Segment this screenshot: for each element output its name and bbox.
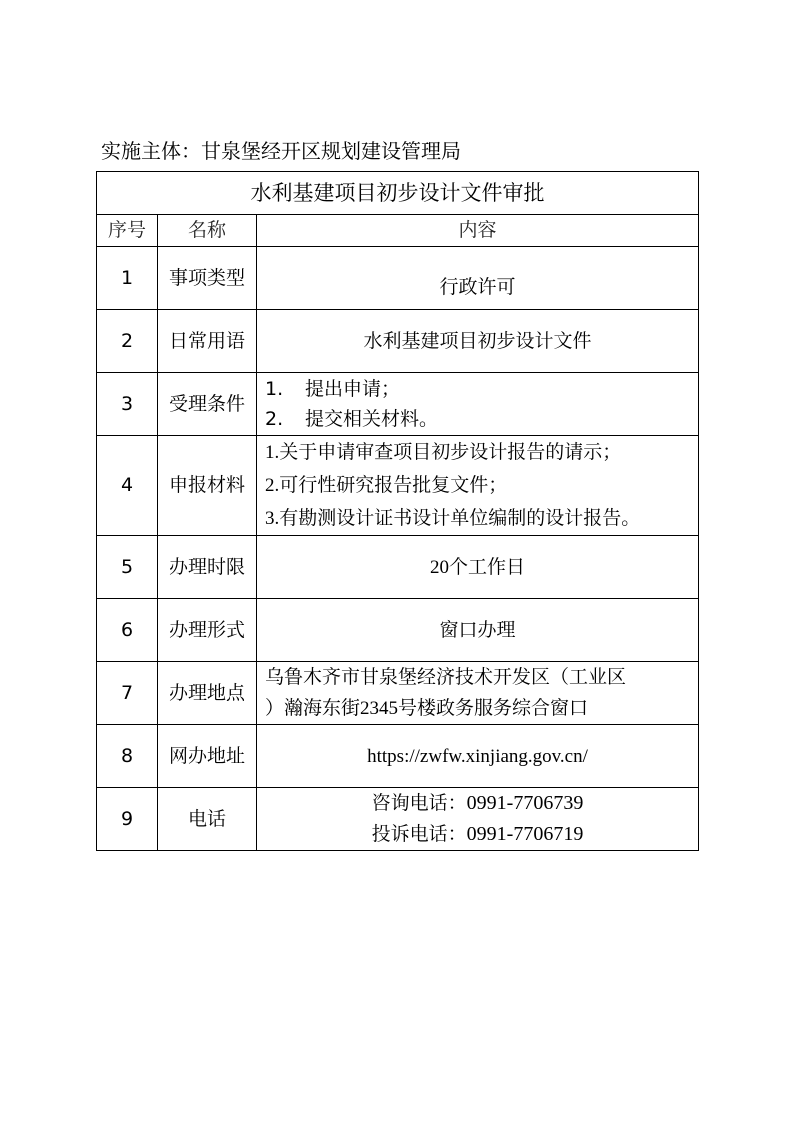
processing-location [257,662,699,725]
row-content [257,247,699,310]
row-name: 网办地址 [158,725,257,788]
row-seq: 2 [97,310,158,373]
row-name: 办理地点 [158,662,257,725]
complaint-phone [257,819,698,850]
phone-number: 0991-7706739 [466,792,584,814]
consult-phone [257,788,698,819]
list-item-number: 1. [265,378,284,400]
address-part: 号楼政务服务综合窗口 [398,697,589,719]
table-title-row [97,172,699,215]
list-item-text: 提交相关材料。 [305,408,439,430]
column-header-name: 名称 [158,215,257,247]
row-content: 水利基建项目初步设计文件 [257,310,699,373]
phone-label: 投诉电话： [371,823,467,845]
application-materials [257,436,699,536]
row-seq: 1 [97,247,158,310]
column-header-content: 内容 [257,215,699,247]
list-item [265,502,698,535]
list-item [265,436,698,469]
row-seq: 6 [97,599,158,662]
table-row [97,599,699,662]
list-item-number: 2. [265,475,280,496]
list-item-text: 提出申请； [305,378,401,400]
item-type-value: 行政许可 [439,276,516,298]
list-item [265,469,698,502]
row-name: 办理时限 [158,536,257,599]
row-name: 日常用语 [158,310,257,373]
table-title: 水利基建项目初步设计文件审批 [97,172,699,215]
list-item-number: 3. [265,508,280,529]
row-name: 受理条件 [158,373,257,436]
list-item-number: 1. [265,442,280,463]
row-seq: 9 [97,788,158,851]
phone-number: 0991-7706719 [466,823,584,845]
table-row [97,436,699,536]
row-name: 事项类型 [158,247,257,310]
table-row [97,247,699,310]
row-seq: 5 [97,536,158,599]
list-item-text: 关于申请审查项目初步设计报告的请示； [279,441,622,463]
row-seq: 7 [97,662,158,725]
table-row [97,788,699,851]
row-seq: 3 [97,373,158,436]
list-item-number: 2. [265,408,284,430]
row-seq: 8 [97,725,158,788]
address-part: ）瀚海东街 [265,697,361,719]
row-content: 窗口办理 [257,599,699,662]
table-header-row [97,215,699,247]
list-item [265,374,698,404]
address-line-2 [265,693,698,724]
row-name: 电话 [158,788,257,851]
list-item-text: 可行性研究报告批复文件； [279,474,508,496]
table-row [97,310,699,373]
online-address-link[interactable]: https://zwfw.xinjiang.gov.cn/ [257,725,699,788]
row-name: 申报材料 [158,436,257,536]
processing-days-unit: 个工作日 [449,555,526,578]
table-row [97,725,699,788]
table-row [97,662,699,725]
phone-label: 咨询电话： [371,792,467,814]
table-row [97,536,699,599]
service-info-table [96,171,699,851]
acceptance-conditions [257,373,699,436]
row-name: 办理形式 [158,599,257,662]
processing-days-number: 20 [430,556,449,578]
column-header-seq: 序号 [97,215,158,247]
table-row [97,373,699,436]
phone-numbers [257,788,699,851]
list-item [265,404,698,434]
address-number: 2345 [360,698,399,719]
implementing-body: 实施主体：甘泉堡经开区规划建设管理局 [101,139,461,163]
list-item-text: 有勘测设计证书设计单位编制的设计报告。 [279,507,641,529]
processing-time [257,536,699,599]
address-line-1: 乌鲁木齐市甘泉堡经济技术开发区（工业区 [265,666,627,688]
row-seq: 4 [97,436,158,536]
